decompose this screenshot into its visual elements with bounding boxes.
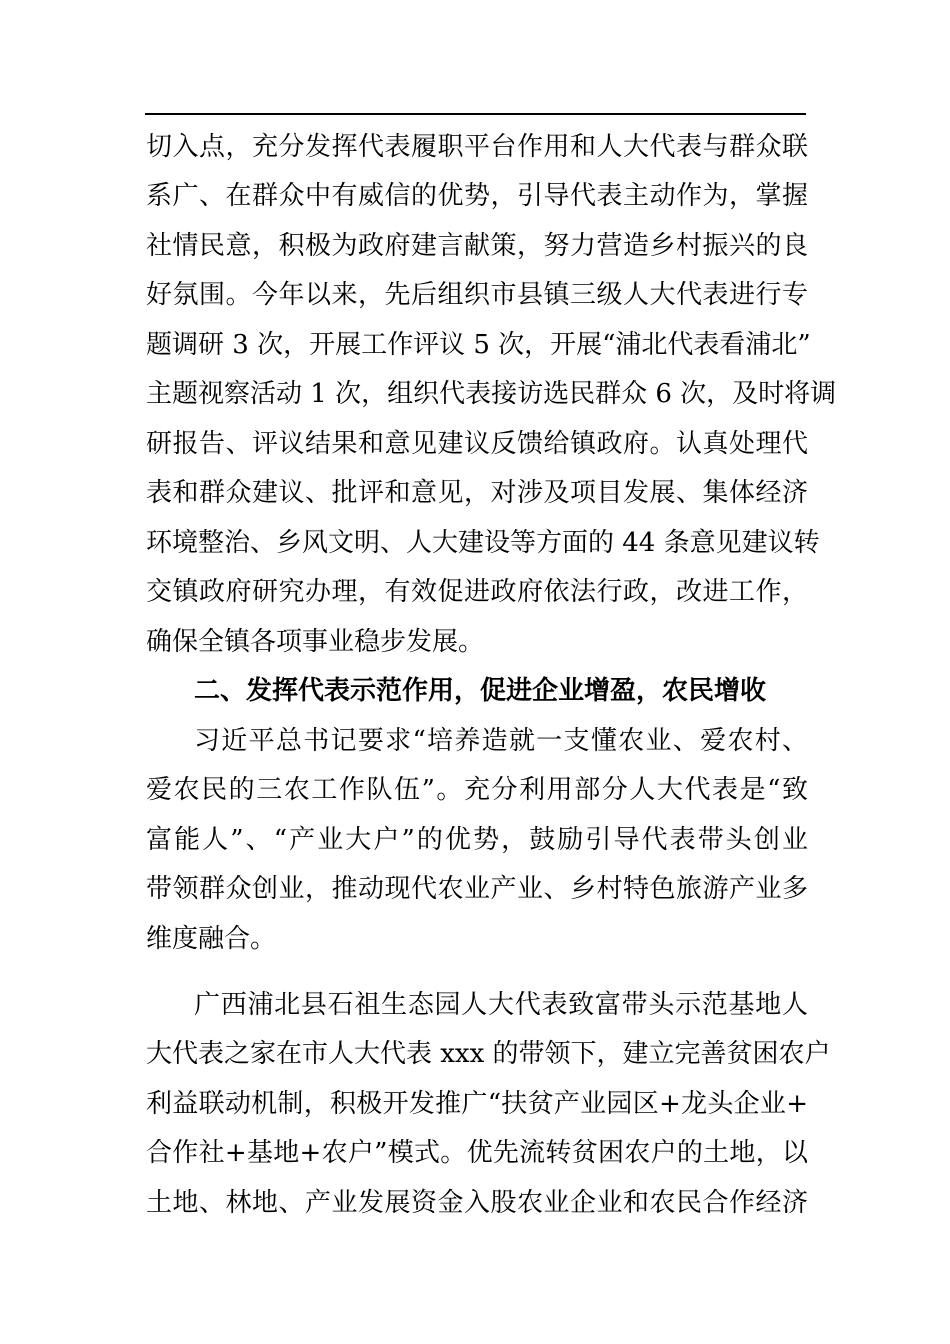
body-line-18: 大代表之家在市人大代表 xxx 的带领下，建立完善贫困农户 <box>146 1039 831 1069</box>
body-line-10: 交镇政府研究办理，有效促进政府依法行政，改进工作， <box>146 577 808 607</box>
body-line-8: 表和群众建议、批评和意见，对涉及项目发展、集体经济 <box>146 478 808 508</box>
body-line-11: 确保全镇各项事业稳步发展。 <box>146 627 485 657</box>
body-line-15: 带领群众创业，推动现代农业产业、乡村特色旅游产业多 <box>146 874 808 904</box>
body-line-2: 系广、在群众中有威信的优势，引导代表主动作为，掌握 <box>146 181 808 211</box>
body-line-21: 土地、林地、产业发展资金入股农业企业和农民合作经济 <box>146 1188 808 1218</box>
body-line-16: 维度融合。 <box>146 924 277 954</box>
body-line-5: 题调研 3 次，开展工作评议 5 次，开展“浦北代表看浦北” <box>146 330 811 360</box>
header-rule <box>145 113 806 115</box>
body-line-17: 广西浦北县石祖生态园人大代表致富带头示范基地人 <box>194 990 808 1020</box>
section-heading: 二、发挥代表示范作用，促进企业增盈，农民增收 <box>194 676 767 706</box>
body-line-20: 合作社+基地+农户”模式。优先流转贫困农户的土地，以 <box>146 1138 808 1168</box>
body-line-13: 爱农民的三农工作队伍”。充分利用部分人大代表是“致 <box>146 775 808 805</box>
body-line-3: 社情民意，积极为政府建言献策，努力营造乡村振兴的良 <box>146 231 808 261</box>
body-line-7: 研报告、评议结果和意见建议反馈给镇政府。认真处理代 <box>146 429 808 459</box>
body-line-19: 利益联动机制，积极开发推广“扶贫产业园区+龙头企业+ <box>146 1089 808 1119</box>
body-line-9: 环境整治、乡风文明、人大建设等方面的 44 条意见建议转 <box>146 528 820 558</box>
body-line-14: 富能人”、“产业大户”的优势，鼓励引导代表带头创业 <box>146 825 808 855</box>
body-line-12: 习近平总书记要求“培养造就一支懂农业、爱农村、 <box>194 726 808 756</box>
body-line-1: 切入点，充分发挥代表履职平台作用和人大代表与群众联 <box>146 132 808 162</box>
body-line-6: 主题视察活动 1 次，组织代表接访选民群众 6 次，及时将调 <box>146 379 837 409</box>
body-line-4: 好氛围。今年以来，先后组织市县镇三级人大代表进行专 <box>146 280 808 310</box>
